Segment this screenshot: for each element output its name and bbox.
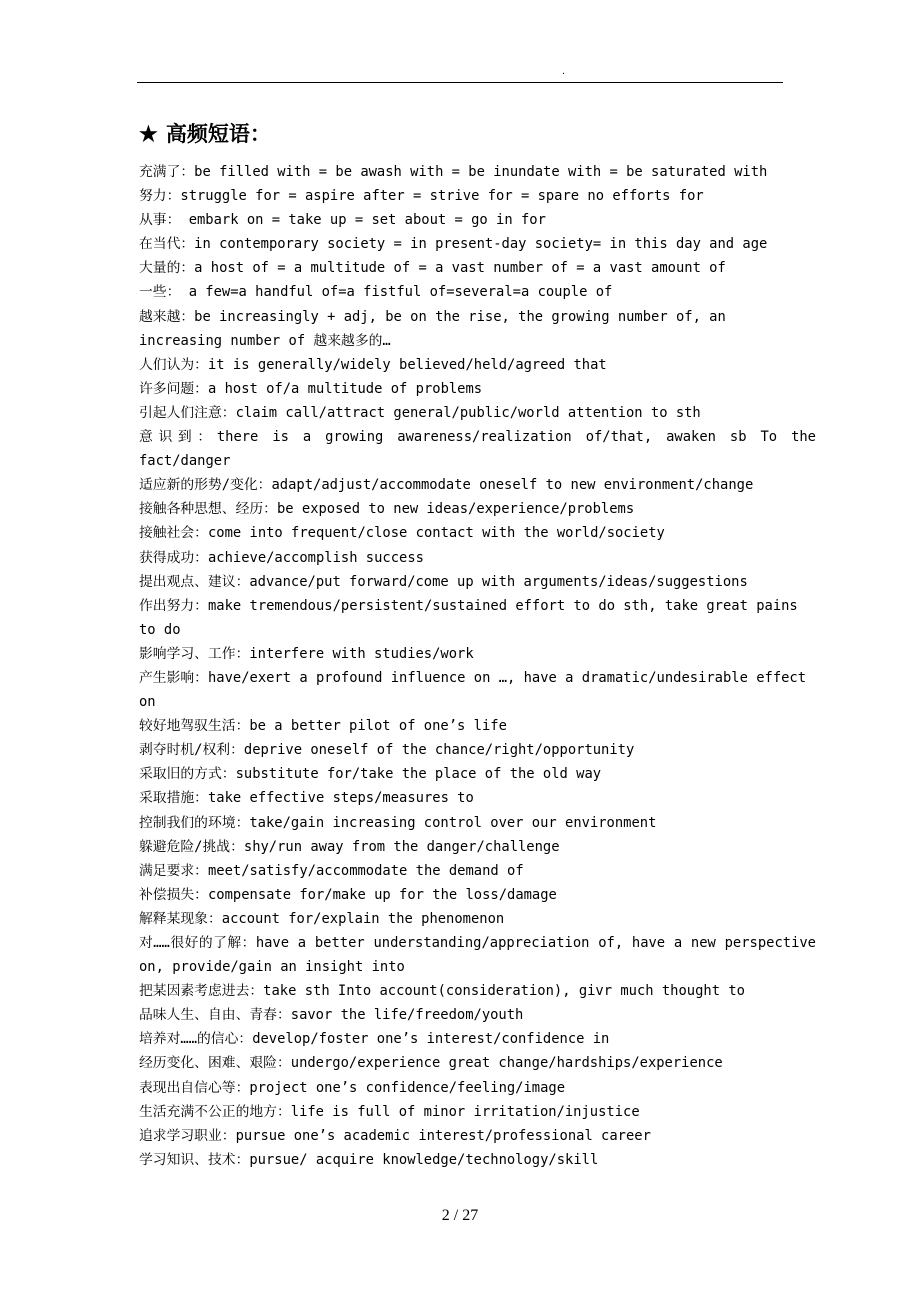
phrase-item: 躲避危险/挑战：shy/run away from the danger/challenge [139,838,560,855]
phrase-item: 获得成功：achieve/accomplish success [139,549,424,566]
phrase-item: 表现出自信心等：project one’s confidence/feeling/image [139,1079,566,1096]
phrase-item: 补偿损失：compensate for/make up for the loss/damage [139,886,557,903]
phrase-item: 意识到：there is a growing awareness/realization of/that, awaken sb To the fact/danger [139,429,816,470]
phrase-item: 一些： a few=a handful of=a fistful of=several=a couple of [139,284,613,301]
phrase-item: 许多问题：a host of/a multitude of problems [139,380,483,397]
phrase-item: 学习知识、技术：pursue/ acquire knowledge/technology/skill [139,1151,599,1168]
section-title-text: 高频短语： [165,121,271,146]
phrase-item: 越来越：be increasingly + adj, be on the rise, the growing number of, an increasing number of 越来越多的… [139,308,726,349]
phrase-item: 产生影响：have/exert a profound influence on …, have a dramatic/undesirable effect on [139,669,807,711]
phrase-item: 追求学习职业：pursue one’s academic interest/professional career [139,1127,651,1144]
page-number: 2 / 27 [441,1207,479,1224]
phrase-list [139,160,816,1172]
phrase-item: 大量的：a host of = a multitude of = a vast number of = a vast amount of [139,260,726,277]
phrase-item: 采取措施：take effective steps/measures to [139,790,474,807]
phrase-item: 人们认为：it is generally/widely believed/held/agreed that [139,356,607,373]
phrase-item: 控制我们的环境：take/gain increasing control over our environment [139,814,657,831]
phrase-item: 生活充满不公正的地方：life is full of minor irritation/injustice [139,1103,640,1120]
phrase-item: 在当代：in contemporary society = in present-day society= in this day and age [139,236,768,253]
phrase-item: 充满了：be filled with = be awash with = be inundate with = be saturated with [139,164,768,180]
header-dot: . [562,66,566,77]
phrase-item: 较好地驾驭生活：be a better pilot of one’s life [139,718,507,735]
phrase-item: 满足要求：meet/satisfy/accommodate the demand of [139,862,524,879]
phrase-item: 培养对……的信心：develop/foster one’s interest/confidence in [139,1031,610,1048]
phrase-item: 提出观点、建议：advance/put forward/come up with arguments/ideas/suggestions [139,573,748,590]
phrase-item: 从事： embark on = take up = set about = go in for [139,212,546,229]
phrase-item: 适应新的形势/变化：adapt/adjust/accommodate oneself to new environment/change [139,477,754,494]
phrase-item: 采取旧的方式：substitute for/take the place of the old way [139,766,602,783]
header-rule [137,82,783,83]
phrase-item: 经历变化、困难、艰险：undergo/experience great change/hardships/experience [139,1055,723,1072]
phrase-item: 剥夺时机/权利：deprive oneself of the chance/right/opportunity [139,742,635,759]
phrase-item: 接触社会：come into frequent/close contact with the world/society [139,525,665,542]
phrase-item: 努力：struggle for = aspire after = strive for = spare no efforts for [139,188,704,205]
section-title [139,119,271,149]
phrase-item: 接触各种思想、经历：be exposed to new ideas/experience/problems [139,501,635,518]
phrase-item: 品味人生、自由、青春：savor the life/freedom/youth [139,1007,524,1024]
phrase-item: 影响学习、工作：interfere with studies/work [139,645,474,662]
phrase-item: 对……很好的了解：have a better understanding/appreciation of, have a new perspective on, provide/gain an insight into [139,935,816,976]
star-icon: ★ [139,121,158,146]
phrase-item: 作出努力：make tremendous/persistent/sustained effort to do sth, take great pains to do [139,597,798,638]
phrase-item: 把某因素考虑进去：take sth Into account(consideration), givr much thought to [139,983,745,1000]
phrase-item: 解释某现象：account for/explain the phenomenon [139,910,505,927]
phrase-item: 引起人们注意：claim call/attract general/public/world attention to sth [139,404,701,421]
